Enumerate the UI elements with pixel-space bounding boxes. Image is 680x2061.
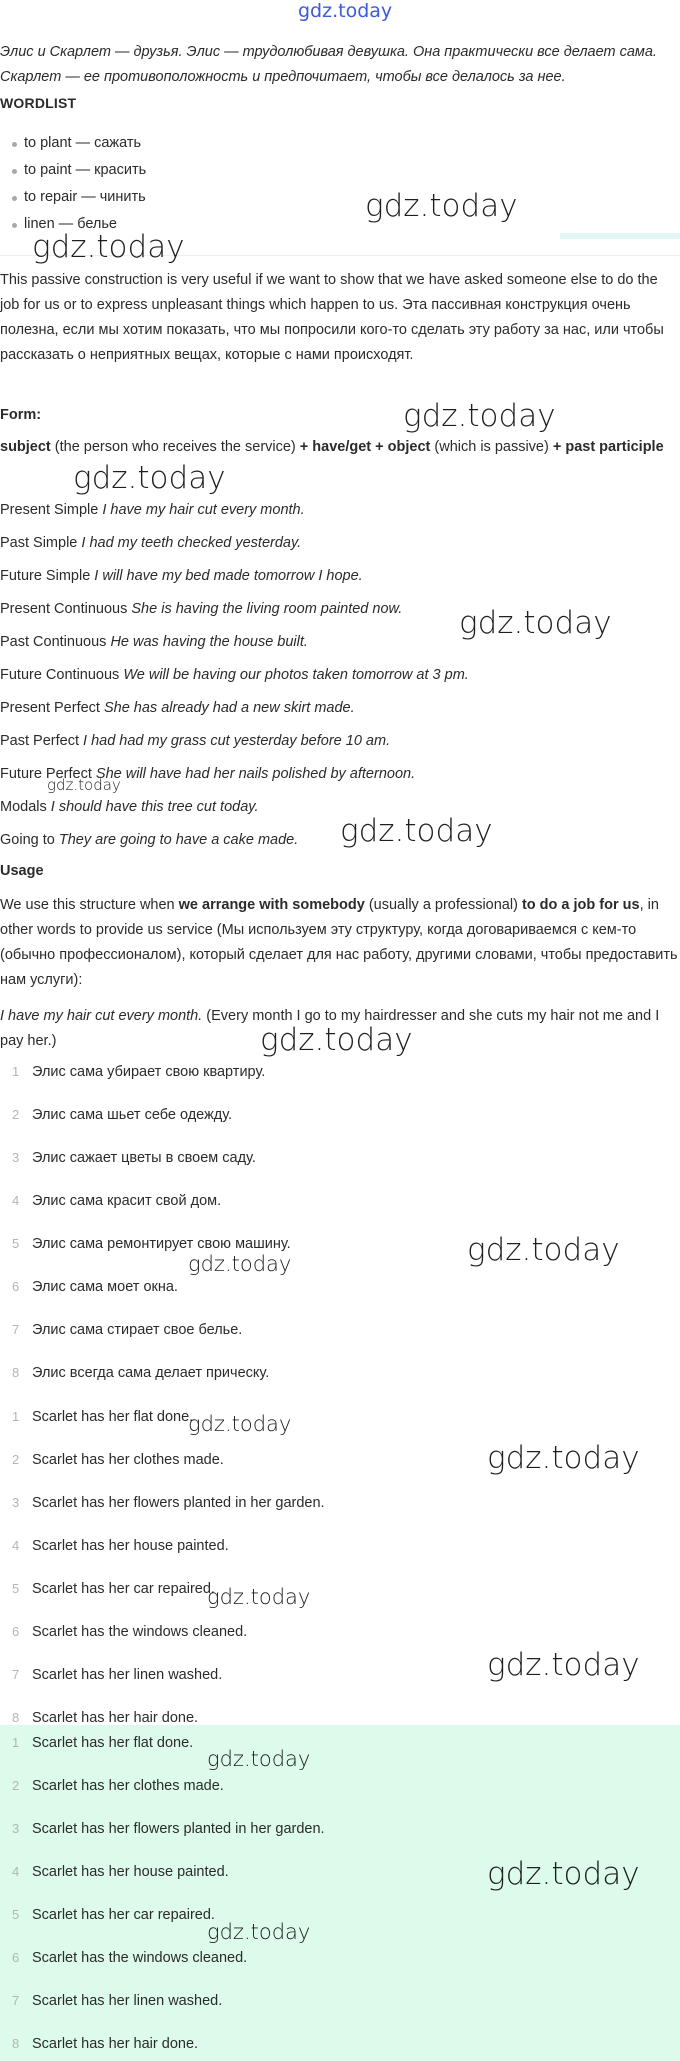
item-number: 5 <box>12 1581 20 1596</box>
tense-example <box>0 533 301 553</box>
item-number: 7 <box>12 1993 20 2008</box>
item-number: 1 <box>12 1064 20 1079</box>
tense-name: Future Perfect <box>0 766 92 782</box>
wordlist-item: linen — белье <box>0 211 146 238</box>
item-text: Scarlet has her car repaired. <box>32 1907 215 1923</box>
form-object-note: (which is passive) <box>430 439 553 455</box>
item-text: Scarlet has her clothes made. <box>32 1452 224 1468</box>
tense-name: Past Perfect <box>0 733 79 749</box>
item-number: 2 <box>12 1452 20 1467</box>
item-text: Scarlet has her flowers planted in her garden. <box>32 1821 325 1837</box>
item-number: 2 <box>12 1778 20 1793</box>
item-text: Scarlet has her hair done. <box>32 1710 199 1726</box>
site-logo[interactable]: gdz.today <box>298 0 393 22</box>
tense-sentence: I will have my bed made tomorrow I hope. <box>94 568 363 584</box>
tense-sentence: I had my teeth checked yesterday. <box>81 535 302 551</box>
tense-name: Past Simple <box>0 535 78 551</box>
item-text: Элис сажает цветы в своем саду. <box>32 1150 256 1166</box>
tense-example <box>0 566 363 586</box>
tense-name: Modals <box>0 799 47 815</box>
decorative-bar <box>560 233 680 239</box>
watermark: gdz.today <box>207 1585 311 1609</box>
tense-name: Future Continuous <box>0 667 120 683</box>
item-text: Элис сама шьет себе одежду. <box>32 1107 233 1123</box>
item-number: 6 <box>12 1950 20 1965</box>
item-text: Элис сама убирает свою квартиру. <box>32 1064 266 1080</box>
watermark: gdz.today <box>47 776 121 794</box>
watermark: gdz.today <box>207 1920 311 1944</box>
watermark: gdz.today <box>207 1747 311 1771</box>
wordlist-title: WORDLIST <box>0 95 77 111</box>
item-number: 8 <box>12 2036 20 2051</box>
tense-sentence: They are going to have a cake made. <box>58 832 299 848</box>
usage-text: , in other words to provide us service (Мы используем эту структуру, когда договариваемся с кем-то (обычно профессионалом), который сделает для нас работу, другими словами, чтобы предоставить нам услуги): <box>0 897 678 988</box>
item-number: 4 <box>12 1538 20 1553</box>
item-number: 3 <box>12 1150 20 1165</box>
item-number: 5 <box>12 1907 20 1922</box>
wordlist <box>0 130 146 238</box>
watermark: gdz.today <box>32 229 185 265</box>
usage-title: Usage <box>0 863 44 879</box>
item-text: Scarlet has her linen washed. <box>32 1667 223 1683</box>
usage-paragraph <box>0 893 680 993</box>
item-text: Scarlet has her car repaired. <box>32 1581 215 1597</box>
item-number: 4 <box>12 1193 20 1208</box>
watermark: gdz.today <box>188 1412 292 1436</box>
watermark: gdz.today <box>365 188 518 224</box>
item-text: Scarlet has her hair done. <box>32 2036 199 2052</box>
explanation-paragraph <box>0 268 680 368</box>
watermark: gdz.today <box>340 813 493 849</box>
watermark: gdz.today <box>403 398 556 434</box>
item-text: Scarlet has her house painted. <box>32 1538 229 1554</box>
item-text: Элис сама моет окна. <box>32 1279 178 1295</box>
item-text: Scarlet has her flowers planted in her garden. <box>32 1495 325 1511</box>
item-number: 6 <box>12 1624 20 1639</box>
tense-example <box>0 698 355 718</box>
watermark: gdz.today <box>260 1022 413 1058</box>
tense-name: Present Simple <box>0 502 99 518</box>
tense-name: Present Continuous <box>0 601 128 617</box>
tense-example <box>0 830 298 850</box>
usage-bold: we arrange with somebody <box>178 897 365 913</box>
watermark: gdz.today <box>487 1856 640 1892</box>
usage-text: (usually a professional) <box>364 897 522 913</box>
usage-bold: to do a job for us <box>521 897 640 913</box>
tense-sentence: She is having the living room painted now. <box>131 601 403 617</box>
tense-sentence: I should have this tree cut today. <box>50 799 259 815</box>
tense-sentence: She has already had a new skirt made. <box>103 700 355 716</box>
item-number: 3 <box>12 1495 20 1510</box>
tense-example <box>0 731 390 751</box>
tense-name: Future Simple <box>0 568 91 584</box>
watermark: gdz.today <box>73 460 226 496</box>
form-have-get: + have/get + object <box>299 439 431 455</box>
tense-sentence: He was having the house built. <box>110 634 308 650</box>
tense-name: Present Perfect <box>0 700 100 716</box>
form-title: Form: <box>0 407 42 423</box>
wordlist-item: to paint — красить <box>0 157 146 184</box>
item-number: 5 <box>12 1236 20 1251</box>
watermark: gdz.today <box>188 1252 292 1276</box>
item-text: Scarlet has her house painted. <box>32 1864 229 1880</box>
wordlist-item: to repair — чинить <box>0 184 146 211</box>
item-text: Элис сама стирает свое белье. <box>32 1322 243 1338</box>
item-text: Scarlet has her flat done. <box>32 1735 194 1751</box>
item-number: 2 <box>12 1107 20 1122</box>
item-number: 7 <box>12 1667 20 1682</box>
item-number: 1 <box>12 1409 20 1424</box>
item-text: Scarlet has her clothes made. <box>32 1778 224 1794</box>
form-past-participle: + past participle <box>552 439 664 455</box>
watermark: gdz.today <box>467 1232 620 1268</box>
watermark: gdz.today <box>487 1647 640 1683</box>
item-text: Scarlet has her flat done. <box>32 1409 194 1425</box>
tense-sentence: I had had my grass cut yesterday before 10 am. <box>83 733 391 749</box>
item-text: Scarlet has the windows cleaned. <box>32 1950 248 1966</box>
item-text: Scarlet has the windows cleaned. <box>32 1624 248 1640</box>
tense-example <box>0 665 469 685</box>
item-text: Элис сама ремонтирует свою машину. <box>32 1236 291 1252</box>
tense-example <box>0 599 402 619</box>
item-number: 4 <box>12 1864 20 1879</box>
watermark: gdz.today <box>487 1440 640 1476</box>
explanation-en: This passive construction is very useful if we want to show that we have asked someone else to do the job for us or to express unpleasant things which happen to us. <box>0 272 658 313</box>
tense-sentence: I have my hair cut every month. <box>102 502 305 518</box>
item-number: 3 <box>12 1821 20 1836</box>
tense-example <box>0 500 305 520</box>
watermark: gdz.today <box>459 605 612 641</box>
wordlist-item: to plant — сажать <box>0 130 146 157</box>
usage-example-text: (Every month I go to my hairdresser and she cuts my hair not me and I pay her.) <box>0 1008 660 1049</box>
tense-name: Going to <box>0 832 55 848</box>
form-formula <box>0 435 680 460</box>
item-number: 7 <box>12 1322 20 1337</box>
usage-text: We use this structure when <box>0 897 179 913</box>
tense-example <box>0 632 308 652</box>
explanation-ru: Эта пассивная конструкция очень полезна, если мы хотим показать, что мы попросили кого-то сделать эту работу за нас, или чтобы рассказать о неприятных вещах, которые с нами происходят. <box>0 297 664 363</box>
item-text: Scarlet has her linen washed. <box>32 1993 223 2009</box>
intro-text: Элис и Скарлет — друзья. Элис — трудолюбивая девушка. Она практически все делает сама. Скарлет — ее противоположность и предпочитает, чтобы все делалось за нее. <box>0 44 657 85</box>
form-subject-note: (the person who receives the service) <box>50 439 300 455</box>
tense-sentence: She will have had her nails polished by afternoon. <box>95 766 416 782</box>
item-number: 8 <box>12 1365 20 1380</box>
item-number: 6 <box>12 1279 20 1294</box>
form-subject: subject <box>0 439 51 455</box>
tense-sentence: We will be having our photos taken tomorrow at 3 pm. <box>123 667 469 683</box>
item-number: 8 <box>12 1710 20 1725</box>
item-text: Элис всегда сама делает прическу. <box>32 1365 270 1381</box>
item-number: 1 <box>12 1735 20 1750</box>
usage-example-italic: I have my hair cut every month. <box>0 1008 203 1024</box>
tense-example <box>0 797 258 817</box>
item-text: Элис сама красит свой дом. <box>32 1193 222 1209</box>
tense-name: Past Continuous <box>0 634 107 650</box>
